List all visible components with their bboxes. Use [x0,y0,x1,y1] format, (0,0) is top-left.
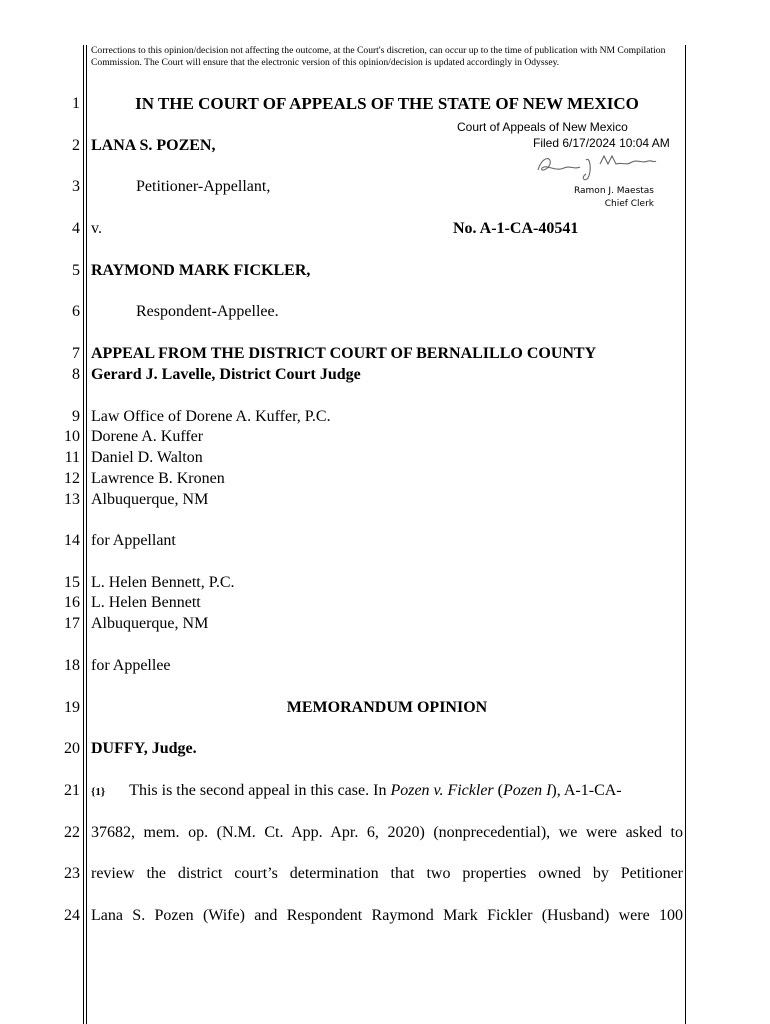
clerk-signature [530,150,660,184]
case-citation: Pozen v. Fickler [390,782,494,799]
line-number: 6 [72,303,80,320]
appellant-counsel-line: Lawrence B. Kronen [91,470,225,487]
line-number: 7 [72,345,80,362]
stamp-court: Court of Appeals of New Mexico [457,120,628,134]
line-number: 14 [64,532,80,549]
versus: v. [91,220,102,237]
respondent-name: RAYMOND MARK FICKLER, [91,262,311,279]
appellant-counsel-line: Daniel D. Walton [91,449,203,466]
body-line-22: 37682, mem. op. (N.M. Ct. App. Apr. 6, 2020) (nonprecedential), we were asked to [91,824,683,841]
appellant-counsel-line: Law Office of Dorene A. Kuffer, P.C. [91,408,331,425]
line-number: 19 [64,699,80,716]
case-short-name: Pozen I [502,782,552,799]
line-number: 9 [72,408,80,425]
line-number: 12 [64,470,80,487]
body-text: This is the second appeal in this case. In [129,782,391,799]
stamp-filed-date: Filed 6/17/2024 10:04 AM [533,136,670,150]
petitioner-name: LANA S. POZEN, [91,137,216,154]
body-text: ( [493,782,503,799]
court-title: IN THE COURT OF APPEALS OF THE STATE OF NEW MEXICO [135,94,639,113]
for-appellant: for Appellant [91,532,176,549]
line-number: 24 [64,907,80,924]
appellee-counsel-line: L. Helen Bennett, P.C. [91,574,235,591]
right-margin-rule [685,45,686,1024]
appellee-counsel-line: L. Helen Bennett [91,594,201,611]
line-number: 5 [72,262,80,279]
appellant-counsel-line: Dorene A. Kuffer [91,428,204,445]
line-number: 11 [64,449,80,466]
for-appellee: for Appellee [91,657,171,674]
opinion-heading: MEMORANDUM OPINION [286,699,488,716]
case-number: No. A-1-CA-40541 [453,220,579,237]
body-text: ), A-1-CA- [551,782,622,799]
line-number: 13 [64,491,80,508]
line-number: 4 [72,220,80,237]
line-number: 16 [64,594,80,611]
line-number: 22 [64,824,80,841]
line-number: 3 [72,178,80,195]
petitioner-role: Petitioner-Appellant, [136,178,271,195]
body-line-24: Lana S. Pozen (Wife) and Respondent Raymond Mark Fickler (Husband) were 100 [91,907,683,924]
left-margin-rule-outer [83,45,84,1024]
appeal-line: APPEAL FROM THE DISTRICT COURT OF BERNALILLO COUNTY [91,345,597,362]
left-margin-rule-inner [86,45,87,1024]
corrections-notice: Corrections to this opinion/decision not affecting the outcome, at the Court's discretion, can occur up to the time of publication with NM Compilation Commission. The Court will ensure that the electronic version of this opinion/decision is updated accordingly in Odyssey. [91,45,666,68]
line-number: 10 [64,428,80,445]
line-number: 21 [64,782,80,799]
judge-name: DUFFY, Judge. [91,740,197,757]
body-line-21 [91,782,622,801]
respondent-role: Respondent-Appellee. [136,303,279,320]
line-number: 18 [64,657,80,674]
paragraph-marker: {1} [91,786,106,798]
line-number: 20 [64,740,80,757]
line-number: 2 [72,137,80,154]
appellee-counsel-line: Albuquerque, NM [91,615,209,632]
line-number: 23 [64,865,80,882]
appellant-counsel-line: Albuquerque, NM [91,491,209,508]
line-number: 1 [72,95,80,112]
body-line-23: review the district court’s determination that two properties owned by Petitioner [91,865,683,882]
line-number: 8 [72,366,80,383]
line-number: 17 [64,615,80,632]
stamp-clerk-title: Chief Clerk [604,199,654,209]
district-judge: Gerard J. Lavelle, District Court Judge [91,366,361,383]
stamp-clerk-name: Ramon J. Maestas [573,186,654,196]
line-number: 15 [64,574,80,591]
